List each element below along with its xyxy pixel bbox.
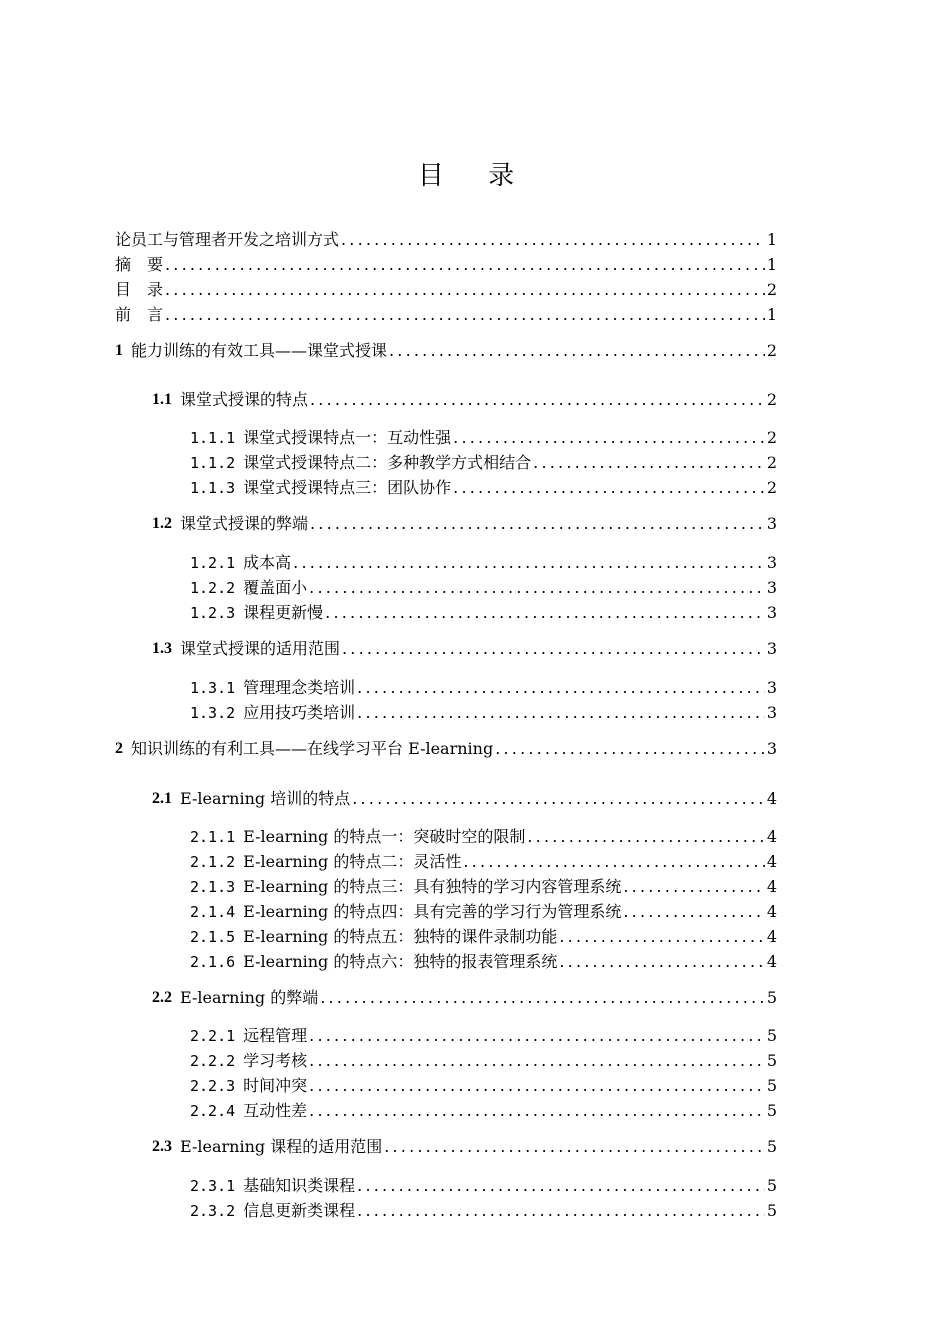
dot-leader — [493, 739, 765, 759]
toc-entry-number: 2.1.6 — [190, 953, 236, 971]
toc-entry-number: 2.2 — [152, 989, 172, 1006]
toc-entry-label: 知识训练的有利工具——在线学习平台 E-learning — [131, 739, 494, 758]
toc-entry-number: 2.2.4 — [190, 1102, 236, 1120]
toc-entry[interactable] — [115, 337, 777, 361]
toc-entry-label: 基础知识类课程 — [243, 1176, 356, 1195]
toc-entry[interactable] — [190, 1072, 777, 1096]
toc-entry-page: 5 — [766, 1076, 777, 1095]
dot-leader — [461, 852, 764, 872]
toc-entry-number: 2.1 — [152, 790, 172, 807]
toc-entry-number: 1.1 — [152, 391, 172, 408]
toc-entry-page: 3 — [766, 578, 777, 597]
toc-entry[interactable] — [115, 251, 777, 275]
toc-entry-page: 5 — [766, 1101, 777, 1120]
toc-entry[interactable] — [190, 848, 777, 872]
toc-entry[interactable] — [190, 948, 777, 972]
toc-entry[interactable] — [190, 674, 777, 698]
dot-leader — [621, 877, 764, 897]
toc-entry-number: 1.3.1 — [190, 679, 236, 697]
toc-entry-number: 2.2.3 — [190, 1077, 236, 1095]
toc-entry-page: 5 — [766, 1176, 777, 1195]
toc-entry-number: 2.1.2 — [190, 853, 236, 871]
toc-entry-label: 课堂式授课的特点 — [180, 390, 309, 409]
toc-entry-page: 4 — [766, 927, 777, 946]
toc-entry[interactable] — [190, 923, 777, 947]
toc-entry-number: 2.1.3 — [190, 878, 236, 896]
dot-leader — [355, 703, 765, 723]
toc-entry-page: 4 — [766, 852, 777, 871]
toc-entry-page: 1 — [766, 255, 777, 274]
toc-entry-page: 2 — [766, 280, 777, 299]
toc-entry[interactable] — [190, 1047, 777, 1071]
toc-entry-label: E-learning 课程的适用范围 — [180, 1137, 383, 1156]
toc-entry-page: 3 — [766, 639, 777, 658]
toc-entry-page: 5 — [766, 1026, 777, 1045]
toc-entry-number: 2.1.4 — [190, 903, 236, 921]
toc-entry-label: 成本高 — [243, 553, 292, 572]
dot-leader — [525, 827, 764, 847]
toc-entry-number: 2.1.5 — [190, 928, 236, 946]
toc-entry-page: 3 — [766, 678, 777, 697]
dot-leader — [621, 902, 764, 922]
toc-entry-label: 学习考核 — [243, 1051, 308, 1070]
dot-leader — [163, 255, 765, 275]
toc-entry[interactable] — [115, 301, 777, 325]
toc-entry-page: 5 — [766, 1051, 777, 1070]
toc-entry-label: 课堂式授课的适用范围 — [180, 639, 341, 658]
toc-entry-label: E-learning 的特点二：灵活性 — [243, 852, 462, 871]
toc-entry-number: 1.2.1 — [190, 554, 236, 572]
toc-entry-page: 4 — [766, 902, 777, 921]
toc-entry-label: 课程更新慢 — [243, 603, 324, 622]
toc-entry[interactable] — [115, 735, 777, 759]
toc-entry-number: 2.1.1 — [190, 828, 236, 846]
dot-leader — [318, 988, 765, 1008]
toc-entry-label: 课堂式授课特点一：互动性强 — [243, 428, 452, 447]
toc-entry-number: 2.3 — [152, 1138, 172, 1155]
toc-entry-number: 1.1.1 — [190, 429, 236, 447]
toc-entry-number: 2.3.1 — [190, 1177, 236, 1195]
toc-entry-label: E-learning 的弊端 — [180, 988, 319, 1007]
dot-leader — [355, 1176, 765, 1196]
toc-entry-number: 1.1.3 — [190, 479, 236, 497]
dot-leader — [163, 280, 765, 300]
toc-entry[interactable] — [190, 823, 777, 847]
toc-entry-number: 1 — [115, 342, 123, 359]
toc-entry[interactable] — [190, 699, 777, 723]
dot-leader — [307, 1026, 765, 1046]
toc-entry[interactable] — [115, 226, 777, 250]
dot-leader — [451, 428, 765, 448]
dot-leader — [557, 952, 764, 972]
toc-entry-page: 1 — [766, 230, 777, 249]
toc-entry-number: 1.2.3 — [190, 604, 236, 622]
toc-entry-label: 论员工与管理者开发之培训方式 — [115, 230, 340, 249]
toc-entry[interactable] — [115, 276, 777, 300]
toc-entry-label: 课堂式授课特点二：多种教学方式相结合 — [243, 453, 532, 472]
toc-entry-number: 2.3.2 — [190, 1202, 236, 1220]
toc-entry-label: 能力训练的有效工具——课堂式授课 — [131, 341, 388, 360]
toc-entry[interactable] — [152, 635, 777, 659]
toc-entry-number: 1.3 — [152, 640, 172, 657]
toc-entry-page: 2 — [766, 453, 777, 472]
toc-entry-label: 信息更新类课程 — [243, 1201, 356, 1220]
toc-entry-page: 4 — [766, 877, 777, 896]
toc-entry-label: 应用技巧类培训 — [243, 703, 356, 722]
dot-leader — [355, 1201, 765, 1221]
dot-leader — [451, 478, 765, 498]
dot-leader — [355, 678, 765, 698]
toc-entry-label: 课堂式授课的弊端 — [180, 514, 309, 533]
toc-entry-page: 2 — [766, 478, 777, 497]
dot-leader — [307, 1076, 765, 1096]
dot-leader — [557, 927, 764, 947]
toc-entry-number: 2.2.2 — [190, 1052, 236, 1070]
toc-entry[interactable] — [152, 510, 777, 534]
toc-entry-label: E-learning 的特点一：突破时空的限制 — [243, 827, 526, 846]
toc-entry-label: 管理理念类培训 — [243, 678, 356, 697]
dot-leader — [387, 341, 765, 361]
toc-entry[interactable] — [190, 549, 777, 573]
toc-entry[interactable] — [152, 386, 777, 410]
toc-entry-label: 目 录 — [115, 280, 164, 299]
toc-entry-label: 前 言 — [115, 305, 164, 324]
toc-entry-label: 覆盖面小 — [243, 578, 308, 597]
toc-entry[interactable] — [190, 424, 777, 448]
toc-entry[interactable] — [190, 474, 777, 498]
toc-entry[interactable] — [190, 873, 777, 897]
toc-entry[interactable] — [152, 984, 777, 1008]
toc-entry[interactable] — [190, 449, 777, 473]
dot-leader — [307, 1051, 765, 1071]
toc-entry-number: 1.2.2 — [190, 579, 236, 597]
toc-entry-label: 远程管理 — [243, 1026, 308, 1045]
toc-entry-number: 1.2 — [152, 515, 172, 532]
toc-entry-page: 1 — [766, 305, 777, 324]
dot-leader — [350, 789, 765, 809]
toc-entry-number: 2.2.1 — [190, 1027, 236, 1045]
toc-entry-number: 2 — [115, 740, 123, 757]
toc-entry[interactable] — [190, 898, 777, 922]
toc-entry-page: 3 — [766, 739, 777, 758]
dot-leader — [339, 230, 765, 250]
dot-leader — [531, 453, 765, 473]
toc-entry-page: 3 — [766, 553, 777, 572]
toc-entry-page: 3 — [766, 603, 777, 622]
toc-entry-number: 1.3.2 — [190, 704, 236, 722]
toc-entry[interactable] — [190, 1172, 777, 1196]
toc-entry[interactable] — [152, 1133, 777, 1157]
toc-entry-page: 2 — [766, 390, 777, 409]
dot-leader — [163, 305, 765, 325]
toc-entry-label: E-learning 的特点六：独特的报表管理系统 — [243, 952, 558, 971]
dot-leader — [382, 1137, 765, 1157]
toc-entry-label: E-learning 的特点三：具有独特的学习内容管理系统 — [243, 877, 622, 896]
toc-entry-page: 2 — [766, 341, 777, 360]
dot-leader — [308, 390, 765, 410]
toc-entry-label: E-learning 的特点四：具有完善的学习行为管理系统 — [243, 902, 622, 921]
toc-entry-page: 2 — [766, 428, 777, 447]
toc-entry[interactable] — [190, 599, 777, 623]
toc-entry-number: 1.1.2 — [190, 454, 236, 472]
toc-title: 目 录 — [417, 161, 533, 191]
toc-entry[interactable] — [190, 1097, 777, 1121]
toc-entry[interactable] — [190, 1197, 777, 1221]
toc-entry[interactable] — [152, 785, 777, 809]
toc-entry-page: 5 — [766, 1201, 777, 1220]
toc-entry-page: 3 — [766, 703, 777, 722]
toc-entry-label: E-learning 培训的特点 — [180, 789, 351, 808]
toc-entry-page: 3 — [766, 514, 777, 533]
toc-entry-label: E-learning 的特点五：独特的课件录制功能 — [243, 927, 558, 946]
toc-entry-page: 4 — [766, 827, 777, 846]
dot-leader — [307, 578, 765, 598]
toc-entry-label: 时间冲突 — [243, 1076, 308, 1095]
toc-entry-page: 5 — [766, 1137, 777, 1156]
dot-leader — [308, 514, 765, 534]
dot-leader — [340, 639, 765, 659]
toc-entry-page: 4 — [766, 952, 777, 971]
toc-entry-label: 互动性差 — [243, 1101, 308, 1120]
dot-leader — [307, 1101, 765, 1121]
dot-leader — [323, 603, 765, 623]
toc-entry-page: 4 — [766, 789, 777, 808]
toc-entry[interactable] — [190, 1022, 777, 1046]
toc-entry-label: 课堂式授课特点三：团队协作 — [243, 478, 452, 497]
toc-entry-page: 5 — [766, 988, 777, 1007]
toc-entry-label: 摘 要 — [115, 255, 164, 274]
dot-leader — [291, 553, 765, 573]
toc-entry[interactable] — [190, 574, 777, 598]
